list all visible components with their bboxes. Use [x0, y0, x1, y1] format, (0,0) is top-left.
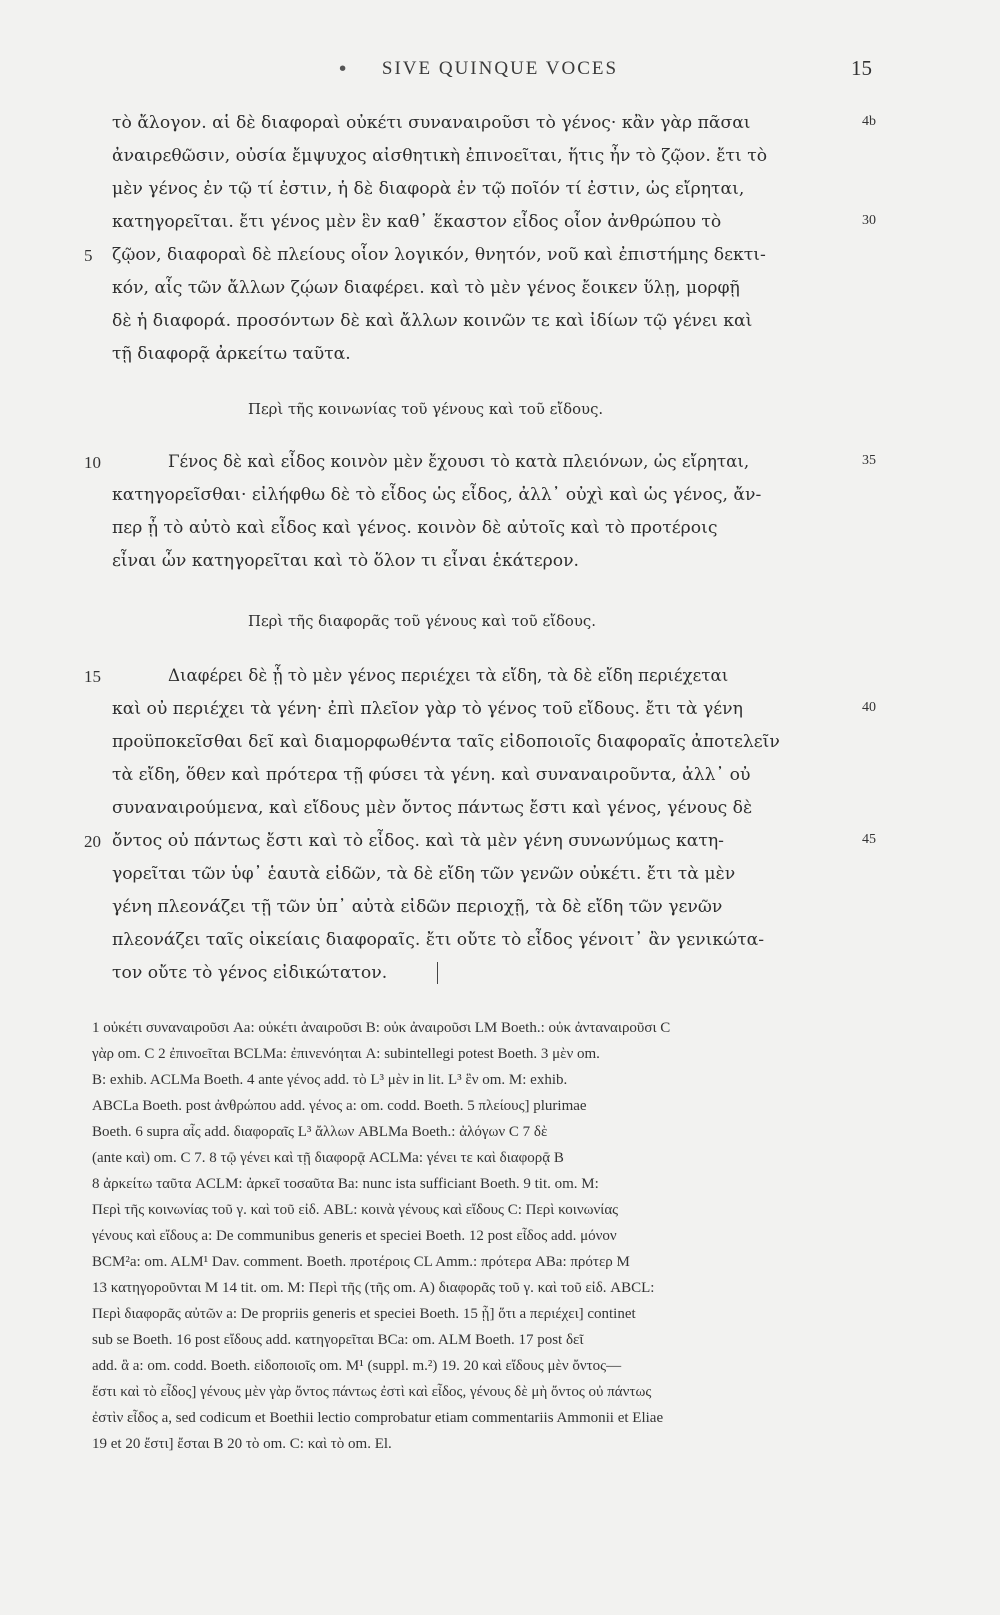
text-line: ὄντος οὐ πάντως ἔστι καὶ τὸ εἶδος. καὶ τὰ μὲν γένη συνωνύμως κατη- — [112, 831, 724, 851]
footnote-line: ἐστὶν εἶδος a, sed codicum et Boethii lectio comprobatur etiam commentariis Ammonii et Eliae — [92, 1410, 664, 1426]
margin-reference: 45 — [862, 832, 876, 847]
text-line: τον οὔτε τὸ γένος εἰδικώτατον. — [112, 963, 388, 983]
footnote-line: ἔστι καὶ τὸ εἶδος] γένους μὲν γὰρ ὄντος πάντως ἐστὶ καὶ εἶδος, γένους δὲ μὴ ὄντος οὐ πάντως — [92, 1384, 652, 1400]
text-line: κατηγορεῖται. ἔτι γένος μὲν ἓν καθ᾽ ἕκαστον εἶδος οἷον ἀνθρώπου τὸ — [112, 212, 722, 232]
section-heading: Περὶ τῆς κοινωνίας τοῦ γένους καὶ τοῦ εἴδους. — [248, 400, 604, 418]
text-end-rule — [437, 962, 438, 984]
footnote-line: γὰρ om. C 2 ἐπινοεῖται BCLMa: ἐπινενόηται A: subintellegi potest Boeth. 3 μὲν om. — [92, 1046, 600, 1062]
text-line: Γένος δὲ καὶ εἶδος κοινὸν μὲν ἔχουσι τὸ κατὰ πλειόνων, ὡς εἴρηται, — [168, 452, 750, 471]
text-line: γορεῖται τῶν ὑφ᾽ ἑαυτὰ εἰδῶν, τὰ δὲ εἴδη τῶν γενῶν οὐκέτι. ἔτι τὰ μὲν — [112, 864, 736, 884]
text-line: Διαφέρει δὲ ᾗ τὸ μὲν γένος περιέχει τὰ εἴδη, τὰ δὲ εἴδη περιέχεται — [168, 666, 729, 685]
line-number: 15 — [84, 667, 101, 686]
footnote-line: ABCLa Boeth. post ἀνθρώπου add. γένος a: om. codd. Boeth. 5 πλείους] plurimae — [92, 1098, 587, 1114]
footnote-line: BCM²a: om. ALM¹ Dav. comment. Boeth. προτέροις CL Amm.: πρότερα ABa: πρότερ M — [92, 1254, 630, 1270]
page-number: 15 — [851, 56, 872, 80]
text-line: καὶ οὐ περιέχει τὰ γένη· ἐπὶ πλεῖον γὰρ τὸ γένος τοῦ εἴδους. ἔτι τὰ γένη — [112, 699, 743, 719]
footnote-line: (ante καὶ) om. C 7. 8 τῷ γένει καὶ τῇ διαφορᾷ ACLMa: γένει τε καὶ διαφορᾷ B — [92, 1150, 564, 1166]
text-line: περ ᾖ τὸ αὐτὸ καὶ εἶδος καὶ γένος. κοινὸν δὲ αὐτοῖς καὶ τὸ προτέροις — [112, 518, 718, 538]
footnote-line: add. ἃ a: om. codd. Boeth. εἰδοποιοῖς om. M¹ (suppl. m.²) 19. 20 καὶ εἴδους μὲν ὄντος— — [92, 1358, 622, 1374]
footnote-line: 13 κατηγοροῦνται M 14 tit. om. M: Περὶ τῆς (τῆς om. A) διαφορᾶς τοῦ γ. καὶ τοῦ εἰδ. ABCL: — [92, 1280, 655, 1296]
section-heading: Περὶ τῆς διαφορᾶς τοῦ γένους καὶ τοῦ εἴδους. — [248, 612, 596, 630]
line-number: 20 — [84, 832, 101, 851]
margin-reference: 40 — [862, 700, 876, 715]
line-number: 10 — [84, 453, 101, 472]
text-line: δὲ ἡ διαφορά. προσόντων δὲ καὶ ἄλλων κοινῶν τε καὶ ἰδίων τῷ γένει καὶ — [112, 311, 753, 331]
footnote-line: 19 et 20 ἔστι] ἔσται B 20 τὸ om. C: καὶ τὸ om. El. — [92, 1436, 392, 1452]
running-title: SIVE QUINQUE VOCES — [381, 58, 619, 79]
footnote-line: Περὶ διαφορᾶς αὐτῶν a: De propriis generis et speciei Boeth. 15 ᾗ] ὅτι a περιέχει] continet — [92, 1306, 636, 1322]
text-line: προϋποκεῖσθαι δεῖ καὶ διαμορφωθέντα ταῖς εἰδοποιοῖς διαφοραῖς ἀποτελεῖν — [112, 732, 780, 752]
footnote-line: B: exhib. ACLMa Boeth. 4 ante γένος add. τὸ L³ μὲν in lit. L³ ἓν om. M: exhib. — [92, 1072, 568, 1088]
text-line: ἀναιρεθῶσιν, οὐσία ἔμψυχος αἰσθητικὴ ἐπινοεῖται, ἥτις ἦν τὸ ζῷον. ἔτι τὸ — [112, 146, 768, 166]
text-line: συναναιρούμενα, καὶ εἴδους μὲν ὄντος πάντως ἔστι καὶ γένος, γένους δὲ — [112, 798, 753, 818]
text-line: τὰ εἴδη, ὅθεν καὶ πρότερα τῇ φύσει τὰ γένη. καὶ συναναιροῦντα, ἀλλ᾽ οὐ — [112, 765, 751, 785]
text-line: ζῷον, διαφοραὶ δὲ πλείους οἷον λογικόν, θνητόν, νοῦ καὶ ἐπιστήμης δεκτι- — [112, 245, 766, 265]
line-number: 5 — [84, 246, 93, 265]
text-line: κόν, αἷς τῶν ἄλλων ζῴων διαφέρει. καὶ τὸ μὲν γένος ἔοικεν ὕλῃ, μορφῇ — [112, 278, 740, 298]
header-ornament-dot: • — [337, 58, 349, 80]
text-line: εἶναι ὧν κατηγορεῖται καὶ τὸ ὅλον τι εἶναι ἑκάτερον. — [112, 551, 579, 571]
text-line: τῇ διαφορᾷ ἀρκείτω ταῦτα. — [112, 344, 351, 364]
footnote-line: Boeth. 6 supra αἷς add. διαφοραῖς L³ ἄλλων ABLMa Boeth.: ἀλόγων C 7 δὲ — [92, 1124, 548, 1140]
margin-reference: 30 — [862, 213, 876, 228]
text-line: πλεονάζει ταῖς οἰκείαις διαφοραῖς. ἔτι οὔτε τὸ εἶδος γένοιτ᾽ ἂν γενικώτα- — [112, 930, 765, 950]
text-line: μὲν γένος ἐν τῷ τί ἐστιν, ἡ δὲ διαφορὰ ἐν τῷ ποῖόν τί ἐστιν, ὡς εἴρηται, — [112, 179, 745, 199]
margin-reference: 35 — [862, 453, 876, 468]
footnote-line: sub se Boeth. 16 post εἴδους add. κατηγορεῖται BCa: om. ALM Boeth. 17 post δεῖ — [92, 1332, 584, 1348]
text-line: τὸ ἄλογον. αἱ δὲ διαφοραὶ οὐκέτι συναναιροῦσι τὸ γένος· κἂν γὰρ πᾶσαι — [112, 113, 751, 133]
footnote-line: 1 οὐκέτι συναναιροῦσι Aa: οὐκέτι ἀναιροῦσι B: οὐκ ἀναιροῦσι LM Boeth.: οὐκ ἀνταναιροῦσι C — [92, 1020, 671, 1036]
margin-reference: 4b — [862, 114, 876, 129]
footnote-line: 8 ἀρκείτω ταῦτα ACLM: ἀρκεῖ τοσαῦτα Ba: nunc ista sufficiant Boeth. 9 tit. om. M: — [92, 1176, 599, 1192]
footnote-line: γένους καὶ εἴδους a: De communibus generis et speciei Boeth. 12 post εἶδος add. μόνον — [92, 1228, 617, 1244]
text-line: κατηγορεῖσθαι· εἰλήφθω δὲ τὸ εἶδος ὡς εἶδος, ἀλλ᾽ οὐχὶ καὶ ὡς γένος, ἄν- — [112, 485, 762, 505]
footnote-line: Περὶ τῆς κοινωνίας τοῦ γ. καὶ τοῦ εἰδ. ABL: κοινὰ γένους καὶ εἴδους C: Περὶ κοινωνίας — [92, 1202, 619, 1218]
text-line: γένη πλεονάζει τῇ τῶν ὑπ᾽ αὐτὰ εἰδῶν περιοχῇ, τὰ δὲ εἴδη τῶν γενῶν — [112, 897, 723, 917]
